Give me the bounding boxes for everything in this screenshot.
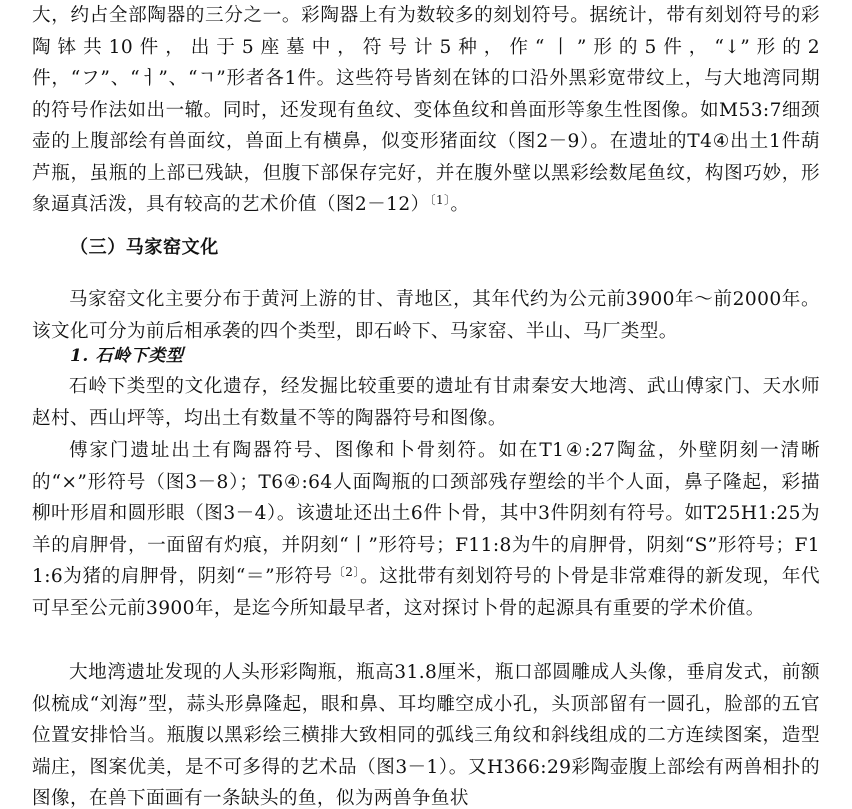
paragraph-end-punctuation: 。 bbox=[450, 194, 470, 215]
subsection-heading-shilingxia-type: 1. 石岭下类型 bbox=[70, 346, 184, 366]
footnote-reference: 〔1〕 bbox=[429, 193, 451, 207]
paragraph-majiabang-pottery-symbols bbox=[32, 0, 820, 221]
paragraph-text: 傅家门遗址出土有陶器符号、图像和卜骨刻符。如在T1④:27陶盆，外壁阴刻一清晰的“×”形符号（图3－8）；T6④:64人面陶瓶的口颈部残存塑绘的半个人面，鼻子隆起，彩描柳叶形眉和圆形眼（图3－4）。该遗址还出土6件卜骨，其中3件阴刻有符号。如T25H1:25为羊的肩胛骨，一面留有灼痕，并阴刻“丨”形符号；F11:8为牛的肩胛骨，阴刻“S”形符号；F11:6为猪的肩胛骨，阴刻“＝”形符号 bbox=[32, 440, 820, 587]
footnote-reference: 〔2〕 bbox=[332, 565, 361, 579]
paragraph-text-continued: 。这批带有刻划符号的卜骨是非常难得的新发现，年代可早至公元前3900年，是迄今所知最早者，这对探讨卜骨的起源具有重要的学术价值。 bbox=[32, 566, 821, 619]
paragraph-fujiamen-site bbox=[32, 435, 820, 624]
paragraph-shilingxia-sites: 石岭下类型的文化遗存，经发掘比较重要的遗址有甘肃秦安大地湾、武山傅家门、天水师赵村、西山坪等，均出土有数量不等的陶器符号和图像。 bbox=[32, 376, 820, 429]
paragraph-text: 大，约占全部陶器的三分之一。彩陶器上有为数较多的刻划符号。据统计，带有刻划符号的彩陶钵共10件，出于5座墓中，符号计5种，作“丨”形的5件，“↓”形的2件，“フ”、“ㅓ”、“ㄱ”形者各1件。这些符号皆刻在钵的口沿外黑彩宽带纹上，与大地湾同期的符号作法如出一辙。同时，还发现有鱼纹、变体鱼纹和兽面形等象生性图像。如M53:7细颈壶的上腹部绘有兽面纹，兽面上有横鼻，似变形猪面纹（图2－9）。在遗址的T4④出土1件葫芦瓶，虽瓶的上部已残缺，但腹下部保存完好，并在腹外壁以黑彩绘数尾鱼纹，构图巧妙，形象逼真活泼，具有较高的艺术价值（图2－12） bbox=[32, 5, 820, 215]
paragraph-majiayao-overview: 马家窑文化主要分布于黄河上游的甘、青地区，其年代约为公元前3900年～前2000年。该文化可分为前后相承袭的四个类型，即石岭下、马家窑、半山、马厂类型。 bbox=[32, 289, 820, 342]
section-heading-majiayao-culture: （三）马家窑文化 bbox=[70, 237, 219, 258]
paragraph-dadiwan-human-head-vase: 大地湾遗址发现的人头形彩陶瓶，瓶高31.8厘米，瓶口部圆雕成人头像，垂肩发式，前额似梳成“刘海”型，蒜头形鼻隆起，眼和鼻、耳均雕空成小孔，头顶部留有一圆孔，脸部的五官位置安排恰当。瓶腹以黑彩绘三横排大致相同的弧线三角纹和斜线组成的二方连续图案，造型端庄，图案优美，是不可多得的艺术品（图3－1）。又H366:29彩陶壶腹上部绘有两兽相扑的图像，在兽下面画有一条缺头的鱼，似为两兽争鱼状 bbox=[32, 662, 820, 809]
